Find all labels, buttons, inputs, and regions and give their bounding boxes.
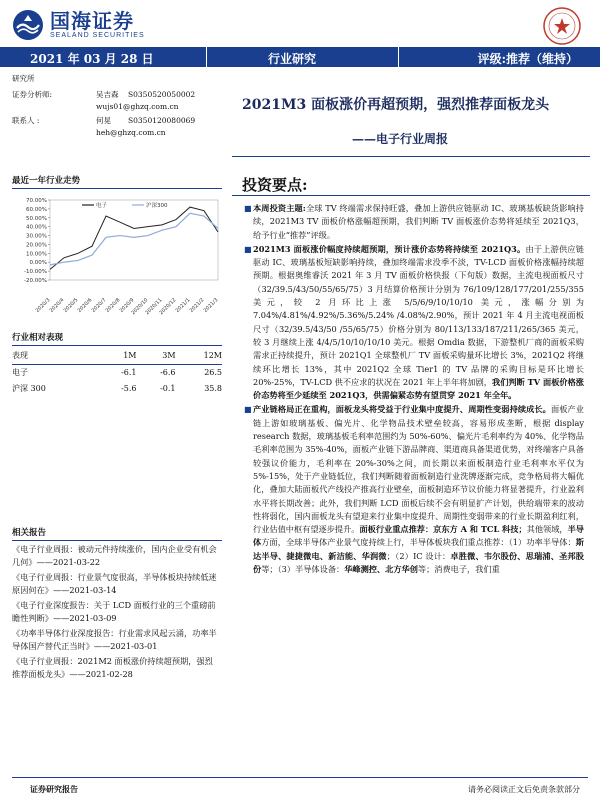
bullet-text: 其他领域， <box>526 524 568 535</box>
bullet-point <box>244 243 584 403</box>
y-tick-label: 40.00% <box>26 224 47 231</box>
report-title: 2021M3 面板涨价再超预期，强烈推荐面板龙头 <box>242 97 550 113</box>
report-link[interactable]: 《功率半导体行业深度报告：行业需求风起云涌，功率半导体国产替代正当时》——2021-03-01 <box>12 628 217 651</box>
y-tick-label: -10.00% <box>24 269 47 276</box>
bullet-text: 等；消费电子，我们重 <box>417 564 500 575</box>
company-logo <box>12 9 145 41</box>
bullet-text: 方面，全球半导体产业景气度持续上行，半导体板块我们重点推荐：（1）功率半导体： <box>261 537 576 548</box>
performance-table <box>12 348 222 397</box>
divider <box>232 195 590 196</box>
company-seal-icon <box>542 6 582 46</box>
table-cell: -0.1 <box>160 384 176 393</box>
report-type: 行业研究 <box>268 52 317 66</box>
analyst-label: 证券分析师: <box>12 90 53 99</box>
bullet-conclusion: 面板行业重点推荐：京东方 A 和 TCL 科技； <box>359 524 527 535</box>
report-link[interactable]: 《电子行业周报：行业景气度很高，半导体板块持续低迷原因何在》——2021-03-14 <box>12 572 217 595</box>
series-line-electronics <box>50 207 218 269</box>
x-tick-label: 2020/8 <box>104 297 122 314</box>
trend-chart-title: 最近一年行业走势 <box>12 174 222 189</box>
bullet-keyword: 半导体 <box>253 524 584 548</box>
report-link[interactable]: 《电子行业周报：被动元件持续涨价，国内企业受有机会几何》——2021-03-22 <box>12 544 217 567</box>
bullet-square-icon: ■ <box>244 244 252 254</box>
rating: 评级:推荐（维持） <box>477 52 578 66</box>
y-tick-label: 50.00% <box>26 215 47 222</box>
column-header: 12M <box>176 348 222 365</box>
y-tick-label: 70.00% <box>26 198 47 204</box>
divider <box>232 156 590 157</box>
y-tick-label: -20.00% <box>24 278 47 284</box>
analyst-id: S0350520050002 <box>128 90 196 99</box>
bullet-text: 由于上游供应链驱动 IC、玻璃基板短缺影响持续，叠加终端需求没季不淡，TV-LCD 面板价格涨幅持续超预期。根据奥维睿沃 2021 年 3 月 TV 面板价格快报（下旬版）数据，主流电视面板尺寸（32/39.5/43/50/55/65/75）3 月结算价格预计分别为 76/109/128/177/201/255/355 美元，较 2 月环比上涨 5/5/6/9/10/10/10 美元，涨幅分别为 7.04%/4.81%/4.92%/5.36%/5.24% /4.08%/2.90%，预计 2021 年 4 月主流电视面板尺寸（32/39.5/43/50 /55/65/75）价格分别为 80/113/133/187/211/265/365 美元，较 3 月继续上涨 4/4/5/10/10/10/10 美元。根据 Omdia 数据，下游整机厂商的面板采购需求正持续提升，预计 2021Q1 全球整机厂 TV 面板采购量环比增长 3%，2021Q2 将继续环比增长 13%，其中 2021Q2 全球 Tier1 的 TV 品牌的采购目标是环比增长 20%-25%，TV-LCD 供不应求的状况在 2021 年上半年将加剧， <box>253 243 584 387</box>
column-header: 表现 <box>12 348 97 365</box>
bullet-keyword: 华峰测控、北方华创 <box>344 564 418 575</box>
table-cell: 35.8 <box>204 384 222 393</box>
industry-trend-chart <box>12 192 224 317</box>
x-tick-label: 2020/4 <box>48 297 66 314</box>
bullet-text: ；（2）IC 设计： <box>386 550 451 561</box>
performance-title: 行业相对表现 <box>12 331 222 346</box>
bullet-conclusion: 我们判断 TV 面板价格涨价态势将至少延续至 2021Q3，供需偏紧态势有望贯穿 2021 年全年。 <box>253 376 584 401</box>
x-tick-label: 2020/11 <box>144 297 164 317</box>
column-header: 3M <box>137 348 176 365</box>
bullet-point <box>244 202 584 242</box>
bullet-point <box>244 403 584 576</box>
column-header: 1M <box>97 348 136 365</box>
bullet-keyword: 斯达半导、捷捷微电、新洁能、华润微 <box>253 537 584 561</box>
bullet-text: 面板产业链上游如玻璃基板、偏光片、化学物品技术壁垒较高，容易形成垄断，根据 display research 数据，玻璃基板毛利率范围约为 50%-60%、偏光片毛利率约为 40%、化学物品毛利率范围为 35%-40%，面板产业链下游品牌商、渠道商具备渠道优势，对终端客户具备较强议价能力，毛利率在 20%-30%之间，而长期以来面板制造行业毛利率水平仅为 5%-15%，处于产业链低位，我们判断随着面板制造行业洗牌逐渐完成，竞争格局将大幅优化，叠加大陆面板代产线投产推高行业壁垒，面板制造环节议价能力将显著提升，行业盈利水平将长期改善；此外，我们判断 LCD 面板后续不会有明显扩产计划，供给端带来的波动性将弱化，国内面板龙头有望迎来行业集中度提升、周期性变弱带来的行业长期盈利红利，行业估值中枢有望逐步提升。 <box>253 404 584 535</box>
plot-frame <box>50 200 218 280</box>
bullet-heading: 本周投资主题: <box>253 203 306 213</box>
bullet-text: 全球 TV 终端需求保持旺盛，叠加上游供应链驱动 IC、玻璃基板缺货影响持续，2021M3 TV 面板价格涨幅超预期，我们判断 TV 面板涨价态势将延续至 2021Q3，给予行业“推荐”评级。 <box>253 203 584 240</box>
x-tick-label: 2020/9 <box>118 297 136 314</box>
bullet-heading: 2021M3 面板涨价幅度持续超预期，预计涨价态势将持续至 2021Q3。 <box>253 243 526 254</box>
contact-name: 何晃 <box>96 116 111 125</box>
analyst-name: 吴吉森 <box>96 90 119 99</box>
x-tick-label: 2020/3 <box>34 297 52 314</box>
logo-english-text: SEALAND SECURITIES <box>50 32 145 39</box>
y-tick-label: 20.00% <box>26 242 47 249</box>
report-date: 2021 年 03 月 28 日 <box>30 52 154 66</box>
related-reports-list <box>12 543 220 681</box>
bullet-keyword: 卓胜微、韦尔股份、思瑞浦、圣邦股份 <box>253 550 584 575</box>
y-tick-label: 60.00% <box>26 206 47 213</box>
institute-label: 研究所 <box>12 74 35 83</box>
x-tick-label: 2021/2 <box>188 297 206 314</box>
footer-divider <box>12 777 588 778</box>
x-tick-label: 2021/3 <box>202 297 220 314</box>
table-cell: 26.5 <box>204 368 222 377</box>
y-tick-label: 10.00% <box>26 251 47 258</box>
report-link[interactable]: 《电子行业周报：2021M2 面板涨价持续超预期，强烈推荐面板龙头》——2021-02-28 <box>12 656 213 679</box>
related-reports-title: 相关报告 <box>12 526 222 541</box>
x-tick-label: 2020/6 <box>76 297 94 314</box>
logo-chinese-text: 国海证券 <box>50 9 134 33</box>
report-subtitle: ——电子行业周报 <box>352 132 449 146</box>
footer-right: 请务必阅读正文后免责条款部分 <box>468 785 580 794</box>
legend-label: 电子 <box>96 203 108 209</box>
table-cell: -6.6 <box>160 368 176 377</box>
x-tick-label: 2021/1 <box>174 297 192 314</box>
table-cell: 电子 <box>12 368 28 377</box>
footer-left: 证券研究报告 <box>30 784 78 794</box>
table-cell: -5.6 <box>121 384 137 393</box>
bullet-text: 等；（3）半导体设备： <box>261 564 345 575</box>
report-body <box>244 202 584 577</box>
x-tick-label: 2020/12 <box>158 297 178 317</box>
report-link[interactable]: 《电子行业深度报告：关于 LCD 面板行业的三个重磅前瞻性判断》——2021-03-09 <box>12 600 216 623</box>
divider <box>206 47 207 67</box>
table-header-row <box>12 348 222 365</box>
contact-email[interactable]: heh@ghzq.com.cn <box>96 128 166 137</box>
table-row <box>12 365 222 382</box>
bullet-square-icon: ■ <box>244 405 252 415</box>
table-cell: 沪深 300 <box>12 384 46 393</box>
x-tick-label: 2020/10 <box>130 297 150 317</box>
analyst-email[interactable]: wujs01@ghzq.com.cn <box>96 102 179 111</box>
series-line-csi300 <box>50 213 218 265</box>
y-tick-label: 30.00% <box>26 233 47 240</box>
y-tick-label: 0.00% <box>29 260 47 267</box>
bullet-heading: 产业链格局正在重构，面板龙头将受益于行业集中度提升、周期性变弱持续成长。 <box>253 404 551 415</box>
investment-highlights-heading: 投资要点: <box>242 176 308 194</box>
contact-id: S0350120080069 <box>128 116 196 125</box>
sealand-logo-icon <box>12 9 44 41</box>
contact-label: 联系人 : <box>12 116 40 125</box>
table-row <box>12 381 222 397</box>
bullet-square-icon: ■ <box>244 204 252 213</box>
table-cell: -6.1 <box>121 368 137 377</box>
x-tick-label: 2020/5 <box>62 297 80 314</box>
legend-label: 沪深300 <box>146 203 168 209</box>
report-info-bar <box>0 47 600 67</box>
x-tick-label: 2020/7 <box>90 297 108 314</box>
divider <box>398 47 399 67</box>
